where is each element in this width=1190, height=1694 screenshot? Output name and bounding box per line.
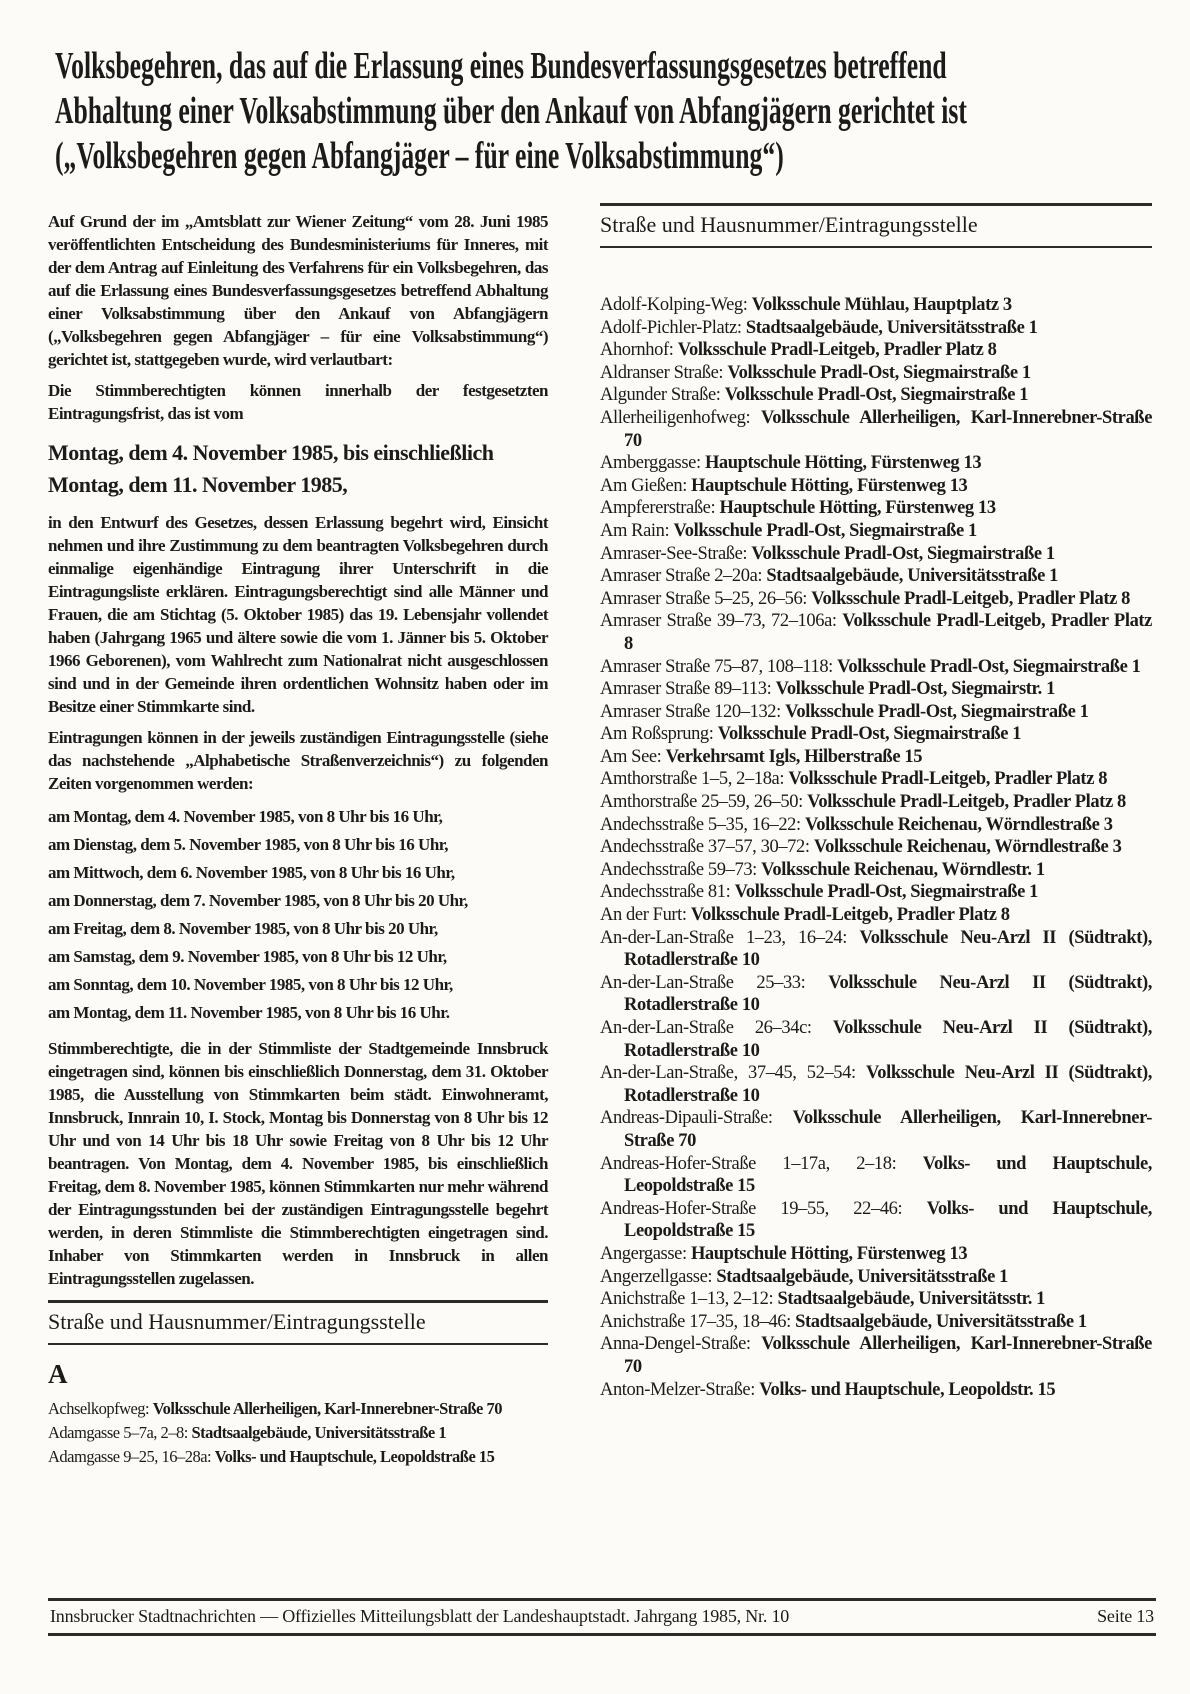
entry-station: Volksschule Pradl-Ost, Siegmairstraße 1 bbox=[837, 656, 1141, 677]
schedule-line: am Donnerstag, dem 7. November 1985, von 8 Uhr bis 20 Uhr, bbox=[48, 891, 468, 910]
street-name: Angergasse: bbox=[600, 1243, 691, 1264]
street-entries-right bbox=[600, 294, 1152, 1401]
street-entry bbox=[600, 678, 1152, 701]
entry-station: Volks- und Hauptschule, Leopoldstraße 15 bbox=[624, 1198, 1153, 1242]
entry-station: Volksschule Mühlau, Hauptplatz 3 bbox=[751, 295, 1012, 315]
entry-station: Volksschule Neu-Arzl II (Südtrakt), Rotadlerstraße 10 bbox=[624, 972, 1152, 1016]
street-entry bbox=[600, 588, 1152, 611]
street-name: Angerzellgasse: bbox=[600, 1266, 717, 1287]
entry-station: Volksschule Neu-Arzl II (Südtrakt), Rotadlerstraße 10 bbox=[624, 927, 1152, 971]
street-entry bbox=[600, 1379, 1152, 1402]
street-name: Adamgasse 9–25, 16–28a: bbox=[48, 1447, 215, 1466]
entry-station: Volks- und Hauptschule, Leopoldstraße 15 bbox=[214, 1447, 495, 1466]
schedule-line: am Sonntag, dem 10. November 1985, von 8 Uhr bis 12 Uhr, bbox=[48, 975, 453, 994]
street-name: Am Rain: bbox=[600, 520, 674, 541]
street-name: Amraser Straße 120–132: bbox=[600, 701, 786, 722]
letter-heading-a: A bbox=[48, 1359, 68, 1389]
street-entry bbox=[600, 1243, 1152, 1266]
street-name: Anichstraße 17–35, 18–46: bbox=[600, 1311, 796, 1332]
entry-times-schedule bbox=[48, 803, 548, 1027]
paragraph-entry-times-intro: Eintragungen können in der jeweils zuständigen Eintragungsstelle (siehe das nachstehende „Alphabetische Straßenverzeichnis“) zu folgenden Zeiten vorgenommen werden: bbox=[48, 728, 548, 793]
street-name: Achselkopfweg: bbox=[48, 1399, 153, 1418]
street-name: Andreas-Hofer-Straße 19–55, 22–46: bbox=[600, 1198, 927, 1219]
street-entry bbox=[600, 768, 1152, 791]
street-entry bbox=[600, 1017, 1152, 1062]
right-column bbox=[600, 203, 1152, 1401]
entry-station: Volksschule Allerheiligen, Karl-Innerebner-Straße 70 bbox=[624, 1334, 1152, 1377]
street-name: An-der-Lan-Straße 26–34c: bbox=[600, 1018, 833, 1038]
street-name: An-der-Lan-Straße 25–33: bbox=[600, 972, 829, 993]
street-directory-header-right-label: Straße und Hausnummer/Eintragungsstelle bbox=[600, 212, 978, 237]
street-entry bbox=[600, 972, 1152, 1017]
street-entry bbox=[600, 1266, 1152, 1289]
street-entry bbox=[600, 1333, 1152, 1378]
entry-station: Volksschule Pradl-Ost, Siegmairstraße 1 bbox=[734, 882, 1038, 903]
entry-station: Volksschule Reichenau, Wörndlestraße 3 bbox=[805, 814, 1113, 835]
street-name: Adolf-Pichler-Platz: bbox=[600, 317, 746, 338]
date-range-heading: Montag, dem 4. November 1985, bis einschließlich Montag, dem 11. November 1985, bbox=[48, 440, 494, 497]
street-name: Andechsstraße 37–57, 30–72: bbox=[600, 837, 814, 858]
entry-station: Volksschule Pradl-Ost, Siegmairstraße 1 bbox=[717, 724, 1022, 745]
entry-station: Volksschule Pradl-Ost, Siegmairstraße 1 bbox=[673, 520, 977, 541]
street-entry bbox=[48, 1421, 548, 1445]
footer-publication-info: Innsbrucker Stadtnachrichten — Offizielles Mitteilungsblatt der Landeshauptstadt. Jahrgang 1985, Nr. 10 bbox=[50, 1606, 790, 1626]
street-name: Adamgasse 5–7a, 2–8: bbox=[48, 1423, 192, 1442]
street-entry bbox=[48, 1397, 548, 1421]
street-name: Amraser-See-Straße: bbox=[600, 543, 752, 564]
street-entry bbox=[600, 1062, 1152, 1107]
street-entry bbox=[600, 294, 1152, 317]
entry-station: Volksschule Neu-Arzl II (Südtrakt), Rotadlerstraße 10 bbox=[624, 1063, 1153, 1106]
page-footer bbox=[48, 1598, 1156, 1636]
entry-station: Volksschule Pradl-Leitgeb, Pradler Platz 8 bbox=[624, 611, 1152, 654]
street-name: Amthorstraße 25–59, 26–50: bbox=[600, 792, 808, 813]
street-name: Amraser Straße 75–87, 108–118: bbox=[600, 656, 838, 677]
street-name: Andreas-Hofer-Straße 1–17a, 2–18: bbox=[600, 1153, 923, 1174]
entry-station: Volksschule Allerheiligen, Karl-Innerebner-Straße 70 bbox=[624, 1108, 1153, 1151]
street-name: Am Roßsprung: bbox=[600, 724, 718, 745]
entry-station: Stadtsaalgebäude, Universitätsstraße 1 bbox=[745, 317, 1038, 338]
entry-station: Volksschule Pradl-Ost, Siegmairstraße 1 bbox=[727, 362, 1031, 383]
street-entry bbox=[600, 927, 1152, 972]
street-directory-header-left-label: Straße und Hausnummer/Eintragungsstelle bbox=[48, 1309, 426, 1334]
entry-station: Hauptschule Hötting, Fürstenweg 13 bbox=[691, 475, 968, 496]
street-entry bbox=[600, 859, 1152, 882]
street-entry bbox=[600, 746, 1152, 769]
entry-station: Volksschule Pradl-Leitgeb, Pradler Platz 8 bbox=[807, 792, 1126, 813]
street-name: An der Furt: bbox=[600, 905, 691, 926]
street-directory-header-right bbox=[600, 203, 1152, 248]
entry-station: Hauptschule Hötting, Fürstenweg 13 bbox=[690, 1243, 968, 1264]
entry-station: Volksschule Reichenau, Wörndlestr. 1 bbox=[761, 859, 1045, 880]
entry-station: Stadtsaalgebäude, Universitätsstr. 1 bbox=[777, 1289, 1046, 1310]
street-entry bbox=[600, 881, 1152, 904]
street-entry bbox=[600, 339, 1152, 362]
entry-station: Volks- und Hauptschule, Leopoldstr. 15 bbox=[759, 1379, 1056, 1400]
entry-station: Volksschule Allerheiligen, Karl-Innerebner-Straße 70 bbox=[152, 1399, 502, 1418]
street-entry bbox=[600, 520, 1152, 543]
street-name: Amraser Straße 2–20a: bbox=[600, 566, 767, 587]
street-entry bbox=[600, 1107, 1152, 1152]
entry-station: Volksschule Neu-Arzl II (Südtrakt), Rotadlerstraße 10 bbox=[624, 1018, 1152, 1061]
entry-station: Stadtsaalgebäude, Universitätsstraße 1 bbox=[716, 1266, 1008, 1287]
street-directory-header-left bbox=[48, 1300, 548, 1345]
street-entry bbox=[600, 1198, 1152, 1243]
entry-station: Stadtsaalgebäude, Universitätsstraße 1 bbox=[795, 1311, 1087, 1332]
street-entry bbox=[600, 1153, 1152, 1198]
paragraph-stimmkarten: Stimmberechtigte, die in der Stimmliste der Stadtgemeinde Innsbruck eingetragen sind, können bis einschließlich Donnerstag, dem 31. Oktober 1985, die Ausstellung von Stimmkarten beim städt. Einwohneramt, Innsbruck, Innrain 10, I. Stock, Montag bis Donnerstag von 8 Uhr bis 12 Uhr und von 14 Uhr bis 18 Uhr sowie Freitag von 8 Uhr bis 12 Uhr beantragen. Von Montag, dem 4. November 1985, bis einschließlich Freitag, dem 8. November 1985, können Stimmkarten nur mehr während der Eintragungsstunden bei der zuständigen Eintragungsstelle begehrt werden, in deren Stimmliste die Stimmberechtigten eingetragen sind. Inhaber von Stimmkarten werden in Innsbruck in allen Eintragungsstellen zugelassen. bbox=[48, 1039, 548, 1288]
entry-station: Volksschule Pradl-Ost, Siegmairstraße 1 bbox=[751, 543, 1055, 564]
entry-station: Hauptschule Hötting, Fürstenweg 13 bbox=[704, 453, 982, 474]
schedule-line: am Montag, dem 4. November 1985, von 8 Uhr bis 16 Uhr, bbox=[48, 807, 443, 826]
schedule-line: am Montag, dem 11. November 1985, von 8 Uhr bis 16 Uhr. bbox=[48, 1003, 450, 1022]
entry-station: Volksschule Pradl-Ost, Siegmairstraße 1 bbox=[724, 385, 1029, 406]
entry-station: Volksschule Pradl-Ost, Siegmairstr. 1 bbox=[775, 679, 1055, 700]
street-name: Ahornhof: bbox=[600, 340, 678, 361]
entry-station: Stadtsaalgebäude, Universitätsstraße 1 bbox=[766, 566, 1058, 587]
schedule-line: am Mittwoch, dem 6. November 1985, von 8 Uhr bis 16 Uhr, bbox=[48, 863, 455, 882]
street-name: An-der-Lan-Straße 1–23, 16–24: bbox=[600, 927, 860, 948]
paragraph-legal-basis: Auf Grund der im „Amtsblatt zur Wiener Zeitung“ vom 28. Juni 1985 veröffentlichten Entscheidung des Bundesministeriums für Inneres, mit der dem Antrag auf Einleitung des Verfahrens für ein Volksbegehren, das auf die Erlassung eines Bundesverfassungsgesetzes betreffend Abhaltung einer Volksabstimmung über den Ankauf von Abfangjägern („Volksbegehren gegen Abfangjäger – für eine Volksabstimmung“) gerichtet ist, stattgegeben wurde, wird verlautbart: bbox=[48, 212, 548, 369]
street-name: Anichstraße 1–13, 2–12: bbox=[600, 1289, 778, 1310]
street-name: Andreas-Dipauli-Straße: bbox=[600, 1108, 793, 1129]
street-entry bbox=[600, 836, 1152, 859]
entry-station: Volksschule Reichenau, Wörndlestraße 3 bbox=[813, 837, 1122, 858]
street-entry bbox=[600, 610, 1152, 655]
paragraph-eligibility: in den Entwurf des Gesetzes, dessen Erlassung begehrt wird, Einsicht nehmen und ihre Zustimmung zu dem beantragten Volksbegehren durch einmalige eigenhändige Eintragung ihrer Unterschrift in die Eintragungsliste erklären. Eintragungsberechtigt sind alle Männer und Frauen, die am Stichtag (5. Oktober 1985) das 19. Lebensjahr vollendet haben (Jahrgang 1965 und ältere sowie die vom 1. Jänner bis 5. Oktober 1966 Geborenen), vom Wahlrecht zum Nationalrat nicht ausgeschlossen sind und in der Gemeinde ihren ordentlichen Wohnsitz haben oder im Besitze einer Stimmkarte sind. bbox=[48, 513, 548, 716]
street-entry bbox=[600, 904, 1152, 927]
entry-station: Volksschule Allerheiligen, Karl-Innerebner-Straße 70 bbox=[624, 407, 1153, 451]
street-name: Aldranser Straße: bbox=[600, 362, 728, 383]
street-entry bbox=[600, 565, 1152, 588]
street-entry bbox=[600, 656, 1152, 679]
schedule-line: am Samstag, dem 9. November 1985, von 8 Uhr bis 12 Uhr, bbox=[48, 947, 447, 966]
street-name: Adolf-Kolping-Weg: bbox=[600, 295, 752, 315]
street-name: An-der-Lan-Straße, 37–45, 52–54: bbox=[600, 1063, 866, 1084]
street-name: Anna-Dengel-Straße: bbox=[600, 1334, 762, 1355]
street-name: Amraser Straße 89–113: bbox=[600, 679, 776, 700]
street-entry bbox=[600, 475, 1152, 498]
street-name: Amberggasse: bbox=[600, 453, 705, 474]
street-name: Am See: bbox=[600, 746, 666, 767]
street-name: Amthorstraße 1–5, 2–18a: bbox=[600, 769, 789, 790]
entry-station: Volksschule Pradl-Leitgeb, Pradler Platz 8 bbox=[811, 588, 1131, 609]
street-entry bbox=[600, 1311, 1152, 1334]
street-entry bbox=[600, 791, 1152, 814]
street-entry bbox=[48, 1445, 548, 1469]
street-entry bbox=[600, 814, 1152, 837]
street-name: Ampfererstraße: bbox=[600, 498, 720, 519]
paragraph-eintragungsfrist-intro: Die Stimmberechtigten können innerhalb der festgesetzten Eintragungsfrist, das ist vom bbox=[48, 381, 548, 423]
street-entry bbox=[600, 407, 1152, 452]
street-name: Andechsstraße 5–35, 16–22: bbox=[600, 814, 805, 835]
street-name: Andechsstraße 59–73: bbox=[600, 859, 762, 880]
footer-page-number: Seite 13 bbox=[1097, 1606, 1154, 1626]
entry-station: Volksschule Pradl-Ost, Siegmairstraße 1 bbox=[785, 701, 1089, 722]
entry-station: Volksschule Pradl-Leitgeb, Pradler Platz 8 bbox=[788, 769, 1108, 790]
entry-station: Hauptschule Hötting, Fürstenweg 13 bbox=[719, 498, 996, 519]
street-entry bbox=[600, 362, 1152, 385]
entry-station: Stadtsaalgebäude, Universitätsstraße 1 bbox=[191, 1423, 447, 1442]
street-entries-left bbox=[48, 1397, 548, 1469]
street-entry bbox=[600, 701, 1152, 724]
street-name: Anton-Melzer-Straße: bbox=[600, 1379, 760, 1400]
street-entry bbox=[600, 1288, 1152, 1311]
street-entry bbox=[600, 543, 1152, 566]
schedule-line: am Freitag, dem 8. November 1985, von 8 Uhr bis 20 Uhr, bbox=[48, 919, 438, 938]
street-name: Allerheiligenhofweg: bbox=[600, 407, 761, 428]
entry-station: Verkehrsamt Igls, Hilberstraße 15 bbox=[665, 746, 923, 767]
street-name: Amraser Straße 5–25, 26–56: bbox=[600, 588, 812, 609]
street-entry bbox=[600, 723, 1152, 746]
street-entry bbox=[600, 384, 1152, 407]
schedule-line: am Dienstag, dem 5. November 1985, von 8 Uhr bis 16 Uhr, bbox=[48, 835, 449, 854]
street-name: Amraser Straße 39–73, 72–106a: bbox=[600, 611, 843, 632]
entry-station: Volks- und Hauptschule, Leopoldstraße 15 bbox=[624, 1153, 1152, 1197]
street-entry bbox=[600, 497, 1152, 520]
street-name: Andechsstraße 81: bbox=[600, 882, 735, 903]
article-headline: Volksbegehren, das auf die Erlassung eines Bundesverfassungsgesetzes betreffend Abhaltung einer Volksabstimmung über den Ankauf von Abfangjägern gerichtet ist („Volksbegehren gegen Abfangjäger – für eine Volksabstimmung“) bbox=[55, 45, 967, 177]
left-column bbox=[48, 210, 548, 1469]
entry-station: Volksschule Pradl-Leitgeb, Pradler Platz 8 bbox=[677, 340, 997, 361]
street-entry bbox=[600, 317, 1152, 340]
street-name: Algunder Straße: bbox=[600, 385, 725, 406]
entry-station: Volksschule Pradl-Leitgeb, Pradler Platz 8 bbox=[690, 905, 1010, 926]
street-name: Am Gießen: bbox=[600, 475, 692, 496]
street-entry bbox=[600, 452, 1152, 475]
